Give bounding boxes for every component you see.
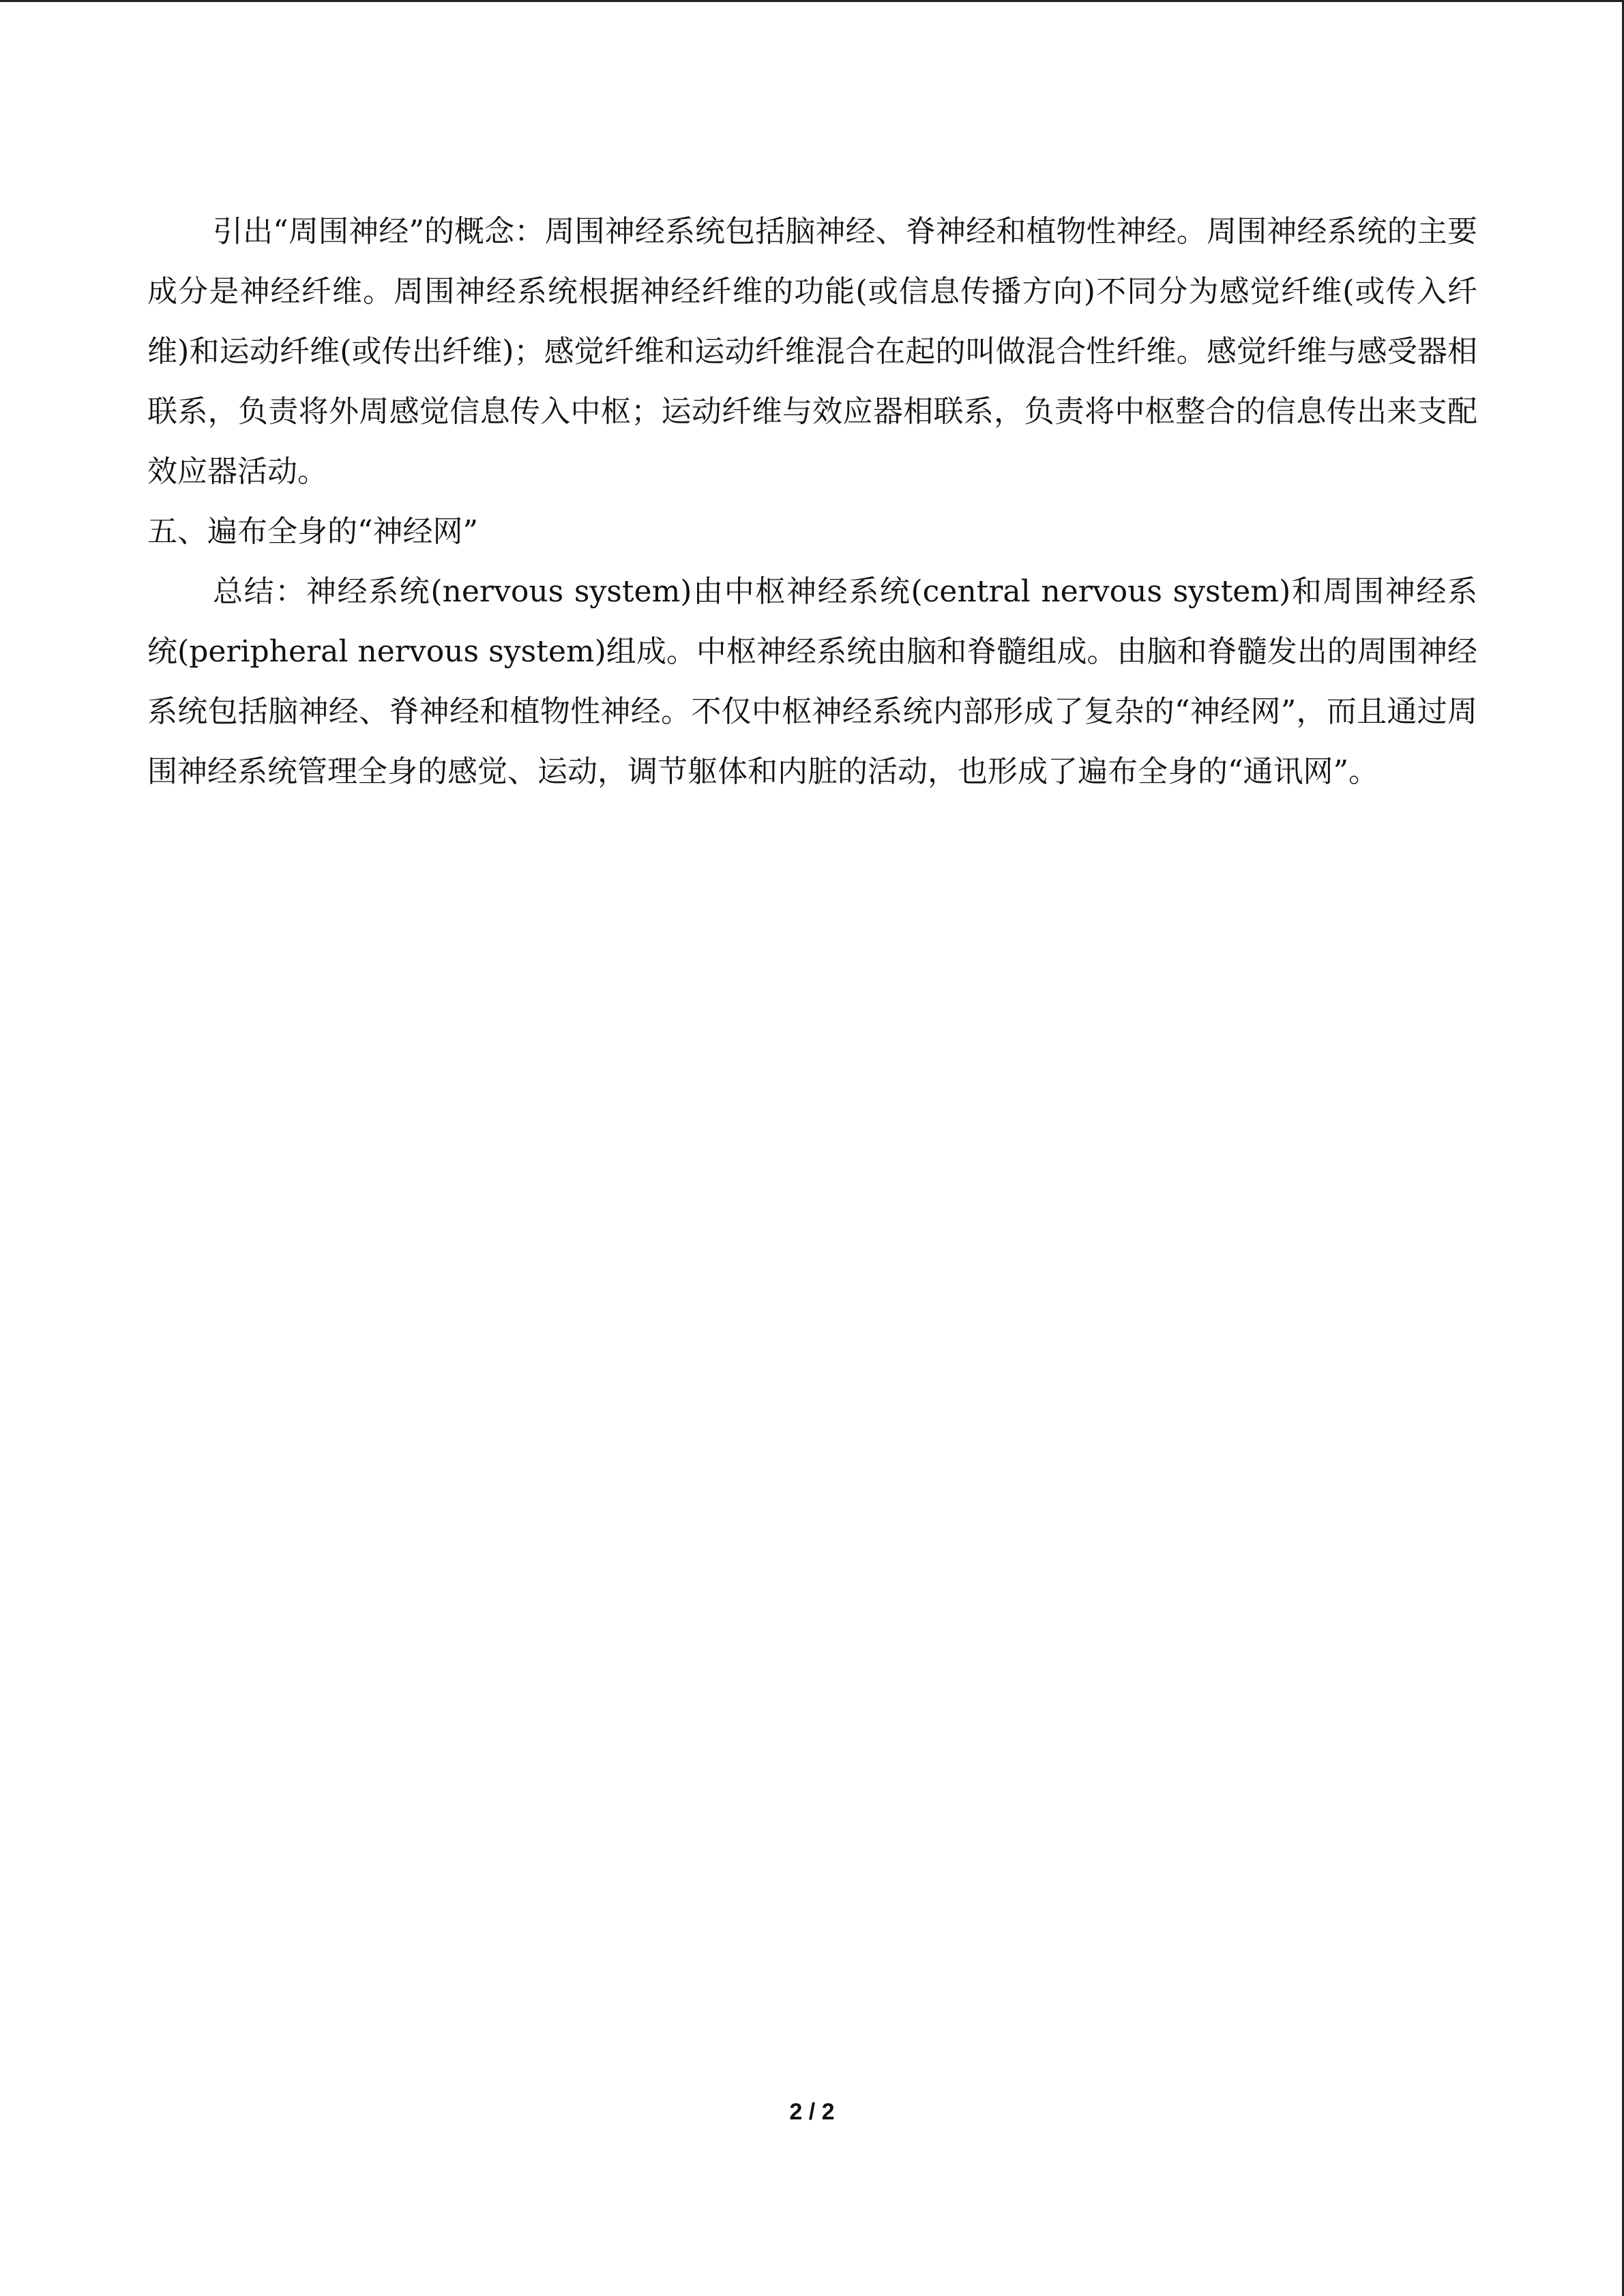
section-heading: 五、遍布全身的“神经网” [147, 514, 478, 549]
page-number: 2 / 2 [789, 2099, 835, 2125]
document-body [147, 202, 1477, 802]
page-border-top [0, 0, 1624, 2]
paragraph-summary: 总结：神经系统(nervous system)由中枢神经系统(central nervous system)和周围神经系统(peripheral nervous system)组成。中枢神经系统由脑和脊髓组成。由脑和脊髓发出的周围神经系统包括脑神经、脊神经和植物性神经。不仅中枢神经系统内部形成了复杂的“神经网”，而且通过周围神经系统管理全身的感觉、运动，调节躯体和内脏的活动，也形成了遍布全身的“通讯网”。 [147, 574, 1477, 789]
paragraph-peripheral-nerves: 引出“周围神经”的概念：周围神经系统包括脑神经、脊神经和植物性神经。周围神经系统的主要成分是神经纤维。周围神经系统根据神经纤维的功能(或信息传播方向)不同分为感觉纤维(或传入纤维)和运动纤维(或传出纤维)；感觉纤维和运动纤维混合在起的叫做混合性纤维。感觉纤维与感受器相联系，负责将外周感觉信息传入中枢；运动纤维与效应器相联系，负责将中枢整合的信息传出来支配效应器活动。 [147, 214, 1477, 489]
